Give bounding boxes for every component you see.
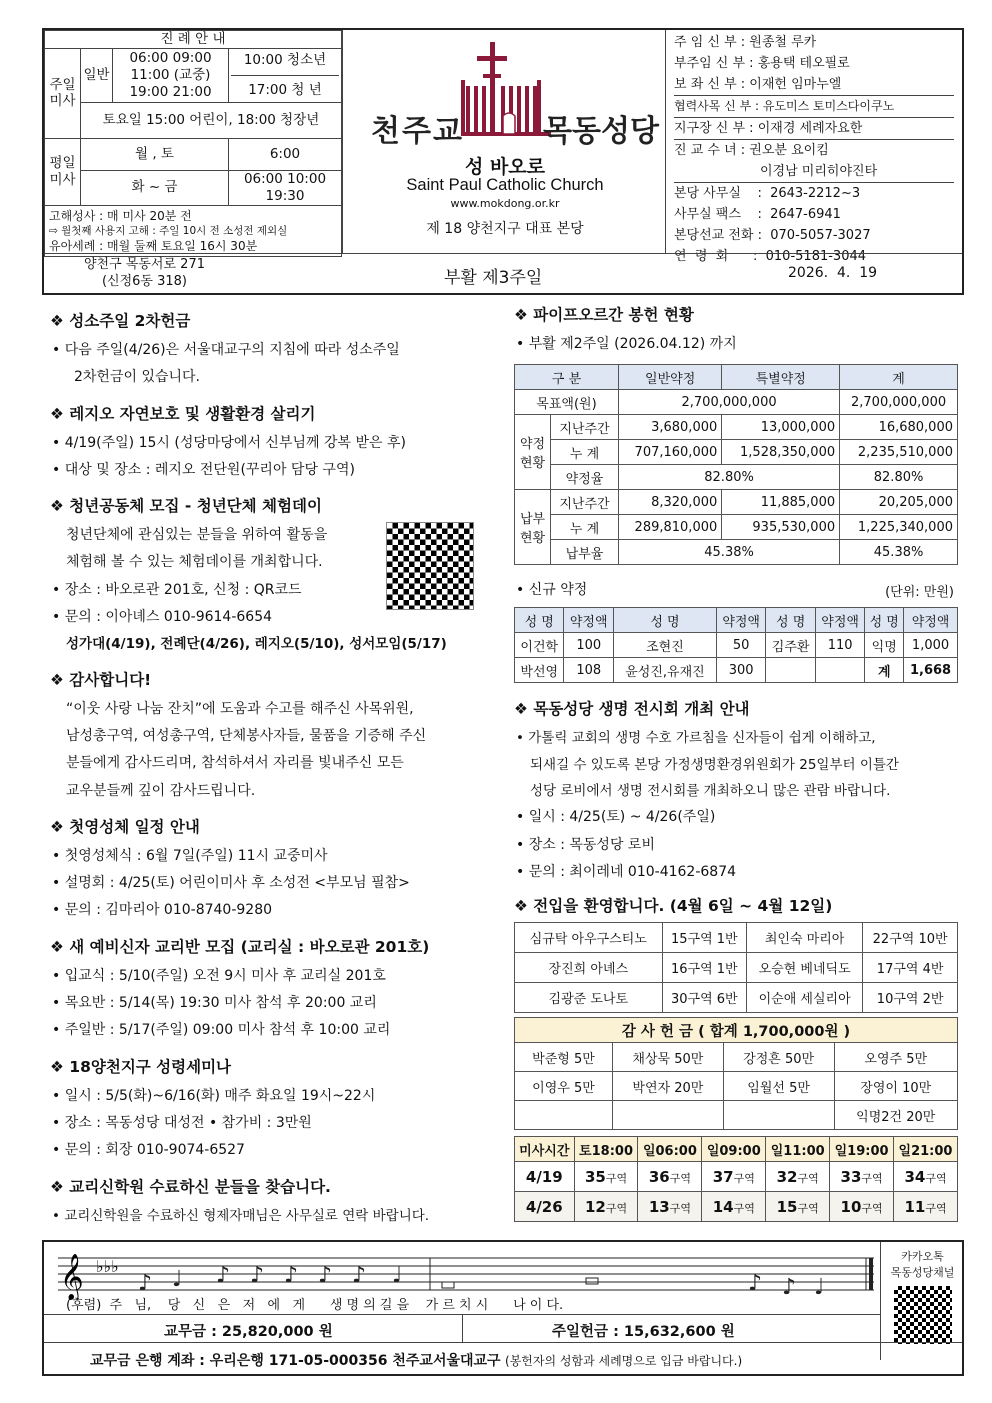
section-title: ❖ 전입을 환영합니다. (4월 6일 ~ 4월 12일)	[514, 894, 960, 916]
table-cell: 누 계	[551, 440, 619, 465]
bullet-item: • 설명회 : 4/25(토) 어린이미사 후 소성전 <부모님 필참>	[50, 870, 498, 897]
contact-line: 본당선교 전화 : 070-5057-3027	[674, 228, 871, 243]
bullet-item: • 장소 : 목동성당 로비	[514, 832, 960, 859]
mass-unit: 구역	[733, 1201, 755, 1215]
mass-unit: 구역	[861, 1201, 883, 1215]
table-cell: 110	[815, 633, 864, 658]
header-bottom-bar	[44, 253, 962, 293]
tue-fri-times: 06:00 10:00 19:30	[229, 170, 342, 205]
week-title: 부활 제3주일	[444, 268, 543, 288]
table-cell: 108	[564, 658, 613, 683]
paragraph: 체험해 볼 수 있는 체험데이를 개최합니다.	[66, 554, 323, 571]
juil-total: 주일헌금 : 15,632,600 원	[552, 1324, 735, 1340]
kakao-label: 목동성당채널	[890, 1266, 955, 1279]
tue-fri: 화 ~ 금	[81, 170, 229, 205]
table-cell	[574, 1192, 638, 1222]
mass-unit: 구역	[669, 1171, 691, 1185]
table-cell: 일06:00	[638, 1137, 702, 1162]
paragraph: 되새길 수 있도록 본당 가정생명환경위원회가 25일부터 이틀간	[530, 756, 899, 773]
table-cell: 45.38%	[840, 540, 958, 565]
table-cell	[702, 1162, 766, 1192]
table-cell: 1,668	[904, 658, 958, 683]
table-cell	[766, 1192, 830, 1222]
church-logo-block	[342, 30, 666, 253]
table-cell: 935,530,000	[722, 515, 840, 540]
section-title: ❖ 파이프오르간 봉헌 현황	[514, 303, 960, 325]
table-cell	[723, 1101, 834, 1130]
table-cell: 김광준 도나토	[515, 983, 663, 1013]
mass-count: 13	[648, 1197, 670, 1216]
table-cell: 3,680,000	[619, 415, 722, 440]
table-cell: 일11:00	[766, 1137, 830, 1162]
paragraph: 분들에게 감사드리며, 참석하셔서 자리를 빛내주신 모든	[66, 755, 404, 772]
svg-text:♪: ♪	[284, 1263, 299, 1288]
table-cell: 100	[564, 633, 613, 658]
table-cell	[894, 1162, 958, 1192]
table-cell: 납부율	[551, 540, 619, 565]
table-cell	[574, 1162, 638, 1192]
mass-unit: 구역	[733, 1171, 755, 1185]
table-cell: 1,000	[904, 633, 958, 658]
table-cell: 미사시간	[515, 1137, 575, 1162]
table-cell: 성 명	[515, 608, 564, 633]
sun-times: 19:00 21:00	[129, 83, 212, 100]
clergy-line: 주 임 신 부 : 원종철 루카	[674, 35, 817, 50]
mon-sat-time: 6:00	[229, 138, 342, 170]
svg-text:♪: ♪	[352, 1263, 367, 1288]
table-cell: 장진희 아녜스	[515, 953, 663, 983]
table-cell: 일09:00	[702, 1137, 766, 1162]
svg-text:♩: ♩	[392, 1263, 403, 1288]
table-cell: 1,528,350,000	[722, 440, 840, 465]
sun-times: 11:00 (교중)	[130, 66, 211, 83]
table-cell: 4/26	[515, 1192, 575, 1222]
table-cell: 임월선 5만	[723, 1072, 834, 1101]
contact-line: 연 령 회 : 010-5181-3044	[674, 249, 867, 264]
mass-count: 37	[712, 1167, 734, 1186]
table-cell: 김주환	[766, 633, 815, 658]
table-cell	[894, 1192, 958, 1222]
table-cell: 30구역 6반	[662, 983, 746, 1013]
bullet-item: • 4/19(주일) 15시 (성당마당에서 신부님께 강복 받은 후)	[50, 430, 498, 457]
clergy-line: 지구장 신 부 : 이재경 세례자요한	[674, 118, 954, 140]
bullet-item: • 일시 : 4/25(토) ~ 4/26(주일)	[514, 804, 960, 831]
bullet-item: • 문의 : 이아녜스 010-9614-6654	[50, 604, 498, 631]
bank-note: (봉헌자의 성함과 세례명으로 입금 바랍니다.)	[505, 1354, 743, 1368]
table-cell: 약정율	[551, 465, 619, 490]
paragraph: 성당 로비에서 생명 전시회를 개최하오니 많은 관람 바랍니다.	[530, 782, 891, 799]
mass-count: 15	[776, 1197, 798, 1216]
kakao-label: 카카오톡	[901, 1250, 944, 1263]
table-cell: 익명2건 20만	[834, 1101, 958, 1130]
mass-count: 34	[904, 1167, 926, 1186]
bullet-item: • 주일반 : 5/17(주일) 09:00 미사 참석 후 10:00 교리	[50, 1017, 498, 1044]
mon-sat: 월 , 토	[81, 138, 229, 170]
table-cell: 계	[865, 658, 904, 683]
table-cell: 82.80%	[840, 465, 958, 490]
address: 양천구 목동서로 271 (신정6동 318)	[84, 257, 205, 289]
bullet-item: • 문의 : 최이레네 010-4162-6874	[514, 859, 960, 886]
svg-text:♪: ♪	[216, 1263, 231, 1288]
table-header: 특별약정	[722, 365, 840, 390]
section-title: ❖ 새 예비신자 교리반 모집 (교리실 : 바오로관 201호)	[50, 935, 498, 957]
welcome-table	[514, 922, 958, 1013]
confession-note: ⇨ 월첫째 사용지 고해 : 주일 10시 전 소성전 제외실	[49, 224, 288, 237]
church-name-right: 목동성당	[543, 114, 659, 149]
paragraph: 남성총구역, 여성총구역, 단체봉사자들, 물품을 기증해 주신	[66, 727, 427, 744]
svg-text:♭♭♭: ♭♭♭	[96, 1257, 119, 1276]
paragraph: 청년단체에 관심있는 분들을 위하여 활동을	[66, 527, 328, 544]
bank-account: 교무금 은행 계좌 : 우리은행 171-05-000356 천주교서울대교구	[90, 1353, 501, 1369]
table-cell	[766, 1162, 830, 1192]
table-cell: 누 계	[551, 515, 619, 540]
table-cell: 289,810,000	[619, 515, 722, 540]
table-cell: 목표액(원)	[515, 390, 619, 415]
lyrics: (후렴) 주 님, 당 신 은 저 에 게 생 명 의 길 을 가 르 치 시 나 이 다.	[66, 1298, 564, 1313]
table-cell: 박준형 5만	[515, 1043, 613, 1072]
mass-unit: 구역	[797, 1171, 819, 1185]
section-title: ❖ 첫영성체 일정 안내	[50, 815, 498, 837]
baptism-note: 유아세례 : 매월 둘째 토요일 16시 30분	[49, 238, 258, 253]
table-cell: 15구역 1반	[662, 923, 746, 953]
bullet-item: • 가톨릭 교회의 생명 수호 가르침을 신자들이 쉽게 이해하고,	[514, 725, 960, 751]
table-cell	[638, 1162, 702, 1192]
table-cell: 13,000,000	[722, 415, 840, 440]
offering-bar	[44, 1314, 880, 1342]
table-cell: 이영우 5만	[515, 1072, 613, 1101]
table-cell: 채상묵 50만	[613, 1043, 724, 1072]
sun-times: 06:00 09:00	[129, 50, 212, 67]
table-cell: 82.80%	[619, 465, 840, 490]
table-cell: 약정액	[716, 608, 765, 633]
table-cell: 약정액	[815, 608, 864, 633]
table-cell: 오승현 베네딕도	[747, 953, 863, 983]
church-url: www.mokdong.or.kr	[450, 197, 560, 210]
clergy-line: 부주임 신 부 : 홍용택 테오필로	[674, 56, 850, 71]
table-cell	[830, 1192, 894, 1222]
table-cell: 16구역 1반	[662, 953, 746, 983]
mass-unit: 구역	[925, 1171, 947, 1185]
bullet-item: • 신규 약정	[514, 577, 960, 604]
weekday-label: 평일 미사	[45, 138, 81, 205]
contact-line: 본당 사무실 : 2643-2212~3	[674, 186, 861, 201]
table-cell: 조현진	[613, 633, 716, 658]
district-label: 제 18 양천지구 대표 본당	[426, 221, 584, 237]
table-cell: 4/19	[515, 1162, 575, 1192]
bullet-item: • 목요반 : 5/14(목) 19:30 미사 참석 후 20:00 교리	[50, 990, 498, 1017]
table-header: 일반약정	[619, 365, 722, 390]
table-cell: 심규탁 아우구스티노	[515, 923, 663, 953]
table-cell	[515, 1101, 613, 1130]
bullet-item: • 일시 : 5/5(화)~6/16(화) 매주 화요일 19시~22시	[50, 1083, 498, 1110]
section-title: ❖ 레지오 자연보호 및 생활환경 살리기	[50, 402, 498, 424]
mass-count: 10	[840, 1197, 862, 1216]
svg-text:♪: ♪	[138, 1271, 153, 1296]
section-title: ❖ 목동성당 생명 전시회 개최 안내	[514, 697, 960, 719]
bullet-item: • 장소 : 바오로관 201호, 신청 : QR코드	[50, 577, 498, 604]
table-cell: 707,160,000	[619, 440, 722, 465]
table-cell: 박선영	[515, 658, 564, 683]
table-cell: 윤성진,유재진	[613, 658, 716, 683]
bullet-item: • 교리신학원을 수료하신 형제자매님은 사무실로 연락 바랍니다.	[50, 1203, 498, 1229]
mass-count: 14	[712, 1197, 734, 1216]
table-cell: 1,225,340,000	[840, 515, 958, 540]
table-cell: 일19:00	[830, 1137, 894, 1162]
svg-text:♪: ♪	[318, 1263, 333, 1288]
bullet-item: • 다음 주일(4/26)은 서울대교구의 지침에 따라 성소주일	[50, 337, 498, 364]
qr-code-icon[interactable]	[386, 522, 474, 610]
bullet-item: • 장소 : 목동성당 대성전 • 참가비 : 3만원	[50, 1110, 498, 1137]
table-cell	[613, 1101, 724, 1130]
section-title: ❖ 청년공동체 모집 - 청년단체 체험데이	[50, 494, 498, 516]
table-cell: 오영주 5만	[834, 1043, 958, 1072]
date: 2026. 4. 19	[788, 265, 878, 281]
svg-text:♩: ♩	[814, 1275, 825, 1300]
section-title: ❖ 감사합니다!	[50, 668, 498, 690]
table-header: 구 분	[515, 365, 619, 390]
bullet-item: • 대상 및 장소 : 레지오 전단원(꾸리아 담당 구역)	[50, 457, 498, 484]
table-cell	[702, 1192, 766, 1222]
mass-count: 36	[648, 1167, 670, 1186]
bulletin-header	[42, 28, 964, 295]
table-cell	[766, 658, 815, 683]
table-cell: 11,885,000	[722, 490, 840, 515]
bullet-item: • 첫영성체식 : 6월 7일(주일) 11시 교중미사	[50, 843, 498, 870]
bank-bar	[44, 1342, 962, 1374]
english-name: Saint Paul Catholic Church	[406, 176, 604, 194]
sunday-label: 주일 미사	[45, 48, 81, 138]
table-cell: 지난주간	[551, 490, 619, 515]
table-cell: 이순애 세실리아	[747, 983, 863, 1013]
table-cell: 일21:00	[894, 1137, 958, 1162]
table-cell: 17구역 4반	[863, 953, 958, 983]
table-cell: 22구역 10반	[863, 923, 958, 953]
table-cell: 성 명	[865, 608, 904, 633]
table-cell: 강정흔 50만	[723, 1043, 834, 1072]
table-cell: 20,205,000	[840, 490, 958, 515]
bullet-item: • 문의 : 김마리아 010-8740-9280	[50, 897, 498, 924]
mass-unit: 구역	[669, 1201, 691, 1215]
bullet-item: • 부활 제2주일 (2026.04.12) 까지	[514, 331, 960, 358]
table-header: 계	[840, 365, 958, 390]
gyomu-total: 교무금 : 25,820,000 원	[164, 1324, 333, 1340]
organ-table	[514, 364, 958, 565]
clergy-line: 협력사목 신 부 : 유도미스 토미스다이쿠노	[674, 96, 954, 118]
mass-unit: 구역	[797, 1201, 819, 1215]
table-cell: 2,700,000,000	[619, 390, 840, 415]
mass-unit: 구역	[925, 1201, 947, 1215]
patron-name: 성 바오로	[464, 156, 546, 178]
unit-label: (단위: 만원)	[885, 585, 954, 601]
table-cell: 45.38%	[619, 540, 840, 565]
table-cell: 지난주간	[551, 415, 619, 440]
mass-title: 진 례 안 내	[45, 31, 342, 49]
table-cell	[638, 1192, 702, 1222]
table-cell: 성 명	[613, 608, 716, 633]
bullet-item: 2차헌금이 있습니다.	[74, 369, 200, 386]
table-cell: 성 명	[766, 608, 815, 633]
kakao-qr-icon[interactable]	[894, 1286, 952, 1344]
table-cell	[815, 658, 864, 683]
mass-count: 33	[840, 1167, 862, 1186]
mass-unit: 구역	[605, 1201, 628, 1215]
clergy-line: 진 교 수 녀 : 권오분 요이킴	[674, 143, 829, 158]
young-mass: 17:00 청 년	[248, 81, 322, 98]
svg-text:♪: ♪	[748, 1271, 763, 1296]
thanks-title: 감 사 헌 금 ( 합계 1,700,000원 )	[515, 1018, 958, 1043]
table-cell: 장영이 10만	[834, 1072, 958, 1101]
mass-unit: 구역	[605, 1171, 628, 1185]
mass-count: 11	[904, 1197, 926, 1216]
svg-text:𝄞: 𝄞	[60, 1254, 84, 1300]
table-cell: 약정 현황	[515, 415, 551, 490]
table-cell: 납부 현황	[515, 490, 551, 565]
new-pledge-table	[514, 607, 958, 683]
mass-unit: 구역	[861, 1171, 883, 1185]
section-title: ❖ 성소주일 2차헌금	[50, 309, 498, 331]
mass-schedule-table	[44, 30, 342, 257]
mass-attendance-table	[514, 1136, 958, 1222]
table-cell	[830, 1162, 894, 1192]
table-cell: 2,235,510,000	[840, 440, 958, 465]
table-cell: 약정액	[904, 608, 958, 633]
table-cell: 익명	[865, 633, 904, 658]
mass-count: 32	[776, 1167, 798, 1186]
church-name-left: 천주교	[371, 114, 464, 149]
table-cell: 2,700,000,000	[840, 390, 958, 415]
svg-text:♪: ♪	[250, 1263, 265, 1288]
table-cell: 8,320,000	[619, 490, 722, 515]
table-cell: 300	[716, 658, 765, 683]
svg-text:♩: ♩	[172, 1267, 183, 1292]
bullet-item: • 입교식 : 5/10(주일) 오전 9시 미사 후 교리실 201호	[50, 963, 498, 990]
section-title: ❖ 교리신학원 수료하신 분들을 찾습니다.	[50, 1175, 498, 1197]
right-column	[514, 303, 960, 1222]
table-cell: 이건학	[515, 633, 564, 658]
table-cell: 50	[716, 633, 765, 658]
table-cell: 10구역 2반	[863, 983, 958, 1013]
contact-line: 사무실 팩스 : 2647-6941	[674, 207, 841, 222]
table-cell: 16,680,000	[840, 415, 958, 440]
footer	[42, 1240, 964, 1376]
bullet-item: • 문의 : 회장 010-9074-6527	[50, 1137, 498, 1164]
left-column	[50, 309, 498, 1229]
mass-count: 35	[584, 1167, 606, 1186]
clergy-line: 보 좌 신 부 : 이재헌 임마누엘	[674, 74, 954, 96]
thanks-table	[514, 1017, 958, 1130]
mass-count: 12	[584, 1197, 606, 1216]
paragraph: 성가대(4/19), 전례단(4/26), 레지오(5/10), 성서모임(5/17)	[66, 636, 447, 653]
confession-note: 고해성사 : 매 미사 20분 전	[49, 208, 192, 223]
ilban-label: 일반	[81, 48, 113, 102]
table-cell: 박연자 20만	[613, 1072, 724, 1101]
table-cell: 토18:00	[574, 1137, 638, 1162]
youth-mass: 10:00 청소년	[231, 52, 339, 76]
table-cell: 최인숙 마리아	[747, 923, 863, 953]
section-title: ❖ 18양천지구 성령세미나	[50, 1055, 498, 1077]
svg-text:♪: ♪	[782, 1275, 797, 1300]
saturday-mass: 토요일 15:00 어린이, 18:00 청장년	[81, 102, 342, 138]
table-cell: 약정액	[564, 608, 613, 633]
paragraph: “이웃 사랑 나눔 잔치”에 도움과 수고를 해주신 사목위원,	[66, 700, 414, 717]
clergy-block	[666, 30, 962, 264]
paragraph: 교우분들께 깊이 감사드립니다.	[66, 782, 256, 799]
clergy-line: 이경남 미리히야진타	[674, 161, 954, 183]
music-staff-icon	[58, 1248, 878, 1300]
